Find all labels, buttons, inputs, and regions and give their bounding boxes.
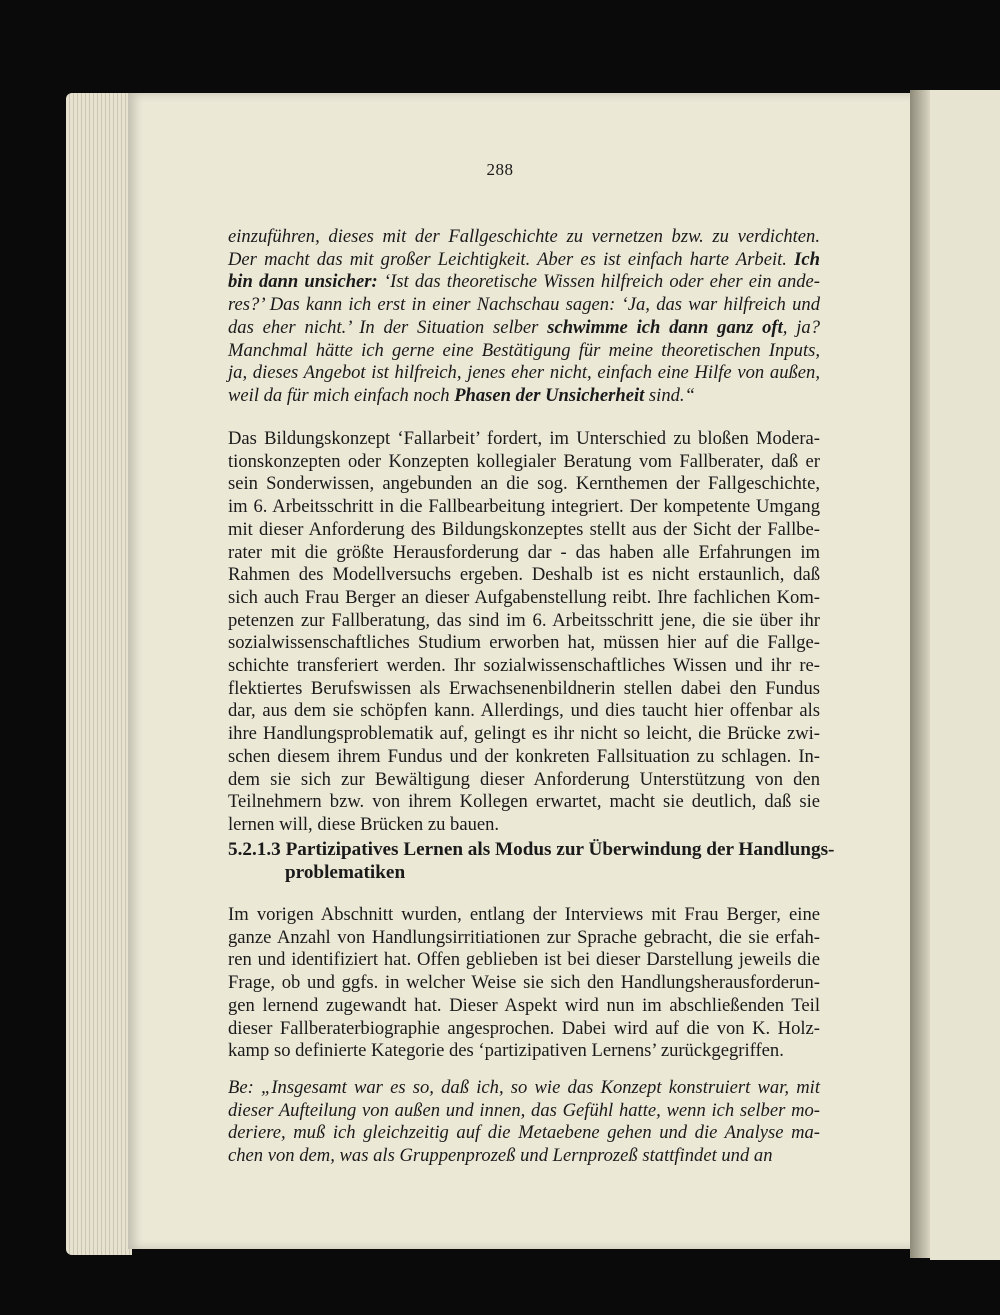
quote-1-line (228, 249, 820, 272)
paragraph-2-line: dieser Fallberaterbiographie angesprochen. Dabei wird auf die von K. Holz- (228, 1017, 820, 1039)
paragraph-2-line: Frage, ob und ggfs. in welcher Weise sie sich den Handlungsherausforderun- (228, 972, 820, 994)
facing-page-edge (930, 90, 1000, 1260)
page-number: 288 (486, 160, 514, 179)
paragraph-1-line: petenzen zur Fallberatung, das sind im 6. Arbeitsschritt jene, die sie über ihr (228, 609, 820, 631)
paragraph-1-line: lernen will, diese Brücken zu bauen. (228, 813, 500, 835)
emphasis-text: bin dann unsicher: (228, 271, 378, 293)
paragraph-1-line: Das Bildungskonzept ‘Fallarbeit’ fordert, im Unterschied zu bloßen Modera- (228, 428, 820, 449)
paragraph-1-line: sozialwissenschaftliches Studium erworben hat, müssen hier auf die Fallge- (228, 632, 820, 654)
paragraph-1-line: im 6. Arbeitsschritt in die Fallbearbeitung integriert. Der kompetente Umgang (228, 496, 820, 518)
paragraph-2-line: ren und identifiziert hat. Offen geblieben ist bei dieser Darstellung jeweils die (228, 949, 820, 971)
paragraph-1-line: schichte transferiert werden. Ihr sozialwissenschaftliches Wissen und ihr re- (228, 655, 820, 677)
quote-text: das eher nicht.’ In der Situation selber (228, 316, 548, 338)
paragraph-1-line: Teilnehmern bzw. von ihrem Kollegen erwartet, macht sie deutlich, daß sie (228, 791, 820, 813)
quote-1-line (228, 385, 820, 408)
interview-quote-2 (228, 1077, 820, 1168)
paragraph-1-line: sein Sonderwissen, angebunden an die sog. Kernthemen der Fallgeschichte, (228, 473, 820, 495)
emphasis-text: Ich (794, 248, 820, 270)
quote-1-line (228, 317, 820, 340)
quote-text: einzuführen, dieses mit der Fallgeschichte zu vernetzen bzw. zu verdichten. (228, 226, 820, 247)
quote-text: ja, dieses Angebot ist hilfreich, jenes eher nicht, einfach eine Hilfe von außen, (228, 362, 820, 384)
interview-quote-1 (228, 226, 820, 408)
quote-2-line: chen von dem, was als Gruppenprozeß und Lernprozeß stattfindet und an (228, 1145, 773, 1167)
paragraph-1-line: ihre Handlungsproblematik auf, gelingt es ihr nicht so leicht, die Brücke zwi- (228, 723, 820, 745)
quote-text: , ja? (782, 316, 820, 338)
paragraph-1-line: dem sie sich zur Bewältigung dieser Anforderung Unterstützung von den (228, 768, 820, 790)
quote-text: ‘Ist das theoretische Wissen hilfreich oder eher ein ande- (377, 271, 820, 293)
section-heading-line-1: 5.2.1.3 Partizipatives Lernen als Modus zur Überwindung der Handlungs- (228, 839, 835, 860)
quote-1-line (228, 226, 820, 249)
emphasis-text: Phasen der Unsicherheit (454, 384, 645, 406)
emphasis-text: schwimme ich dann ganz oft (547, 316, 783, 338)
quote-2-line: Be: „Insgesamt war es so, daß ich, so wie das Konzept konstruiert war, mit (228, 1077, 820, 1098)
paragraph-1-line: Rahmen des Modellversuchs ergeben. Deshalb ist es nicht erstaunlich, daß (228, 564, 820, 586)
body-paragraph-2 (228, 904, 820, 1063)
quote-text: weil da für mich einfach noch (228, 384, 455, 406)
paragraph-2-line: Im vorigen Abschnitt wurden, entlang der Interviews mit Frau Berger, eine (228, 904, 820, 925)
quote-1-line (228, 362, 820, 385)
paragraph-1-line: dar, aus dem sie schöpfen kann. Allerdings, und dies taucht hier offenbar als (228, 700, 820, 722)
book-spine (910, 90, 930, 1258)
paragraph-1-line: flektiertes Berufswissen als Erwachsenenbildnerin stellen dabei den Fundus (228, 677, 820, 699)
paragraph-2-line: ganze Anzahl von Handlungsirritiationen zur Sprache gebracht, die sie erfah- (228, 926, 820, 948)
quote-text: Der macht das mit großer Leichtigkeit. Aber es ist einfach harte Arbeit. (228, 248, 795, 270)
body-paragraph-1 (228, 428, 820, 837)
paragraph-1-line: tionskonzepten oder Konzepten kollegialer Beratung vom Fallberater, daß er (228, 450, 820, 472)
quote-2-line: dieser Aufteilung von außen und innen, das Gefühl hatte, wenn ich selber mo- (228, 1099, 820, 1121)
section-heading-line-2: problematiken (285, 862, 406, 883)
paragraph-1-line: schen diesem ihrem Fundus und der konkreten Fallsituation zu schlagen. In- (228, 745, 820, 767)
quote-text: sind.“ (644, 384, 695, 406)
quote-text: res?’ Das kann ich erst in einer Nachschau sagen: ‘Ja, das war hilfreich und (228, 294, 820, 316)
quote-1-line (228, 294, 820, 317)
paragraph-1-line: sich auch Frau Berger an dieser Aufgabenstellung reibt. Ihre fachlichen Kom- (228, 586, 820, 608)
paragraph-1-line: mit dieser Anforderung des Bildungskonzeptes stellt aus der Sicht der Fallbe- (228, 518, 820, 540)
quote-1-line (228, 271, 820, 294)
paragraph-2-line: gen lernend zugewandt hat. Dieser Aspekt wird nun im abschließenden Teil (228, 994, 820, 1016)
quote-2-line: deriere, muß ich gleichzeitig auf die Metaebene gehen und die Analyse ma- (228, 1122, 820, 1144)
page-edge-stack (66, 93, 132, 1255)
quote-text: Manchmal hätte ich gerne eine Bestätigung für meine theoretischen Inputs, (228, 339, 820, 361)
paragraph-2-line: kamp so definierte Kategorie des ‘partizipativen Lernens’ zurückgegriffen. (228, 1040, 784, 1062)
quote-1-line (228, 340, 820, 363)
section-heading (228, 838, 835, 884)
paragraph-1-line: rater mit die größte Herausforderung dar - das haben alle Erfahrungen im (228, 541, 820, 563)
